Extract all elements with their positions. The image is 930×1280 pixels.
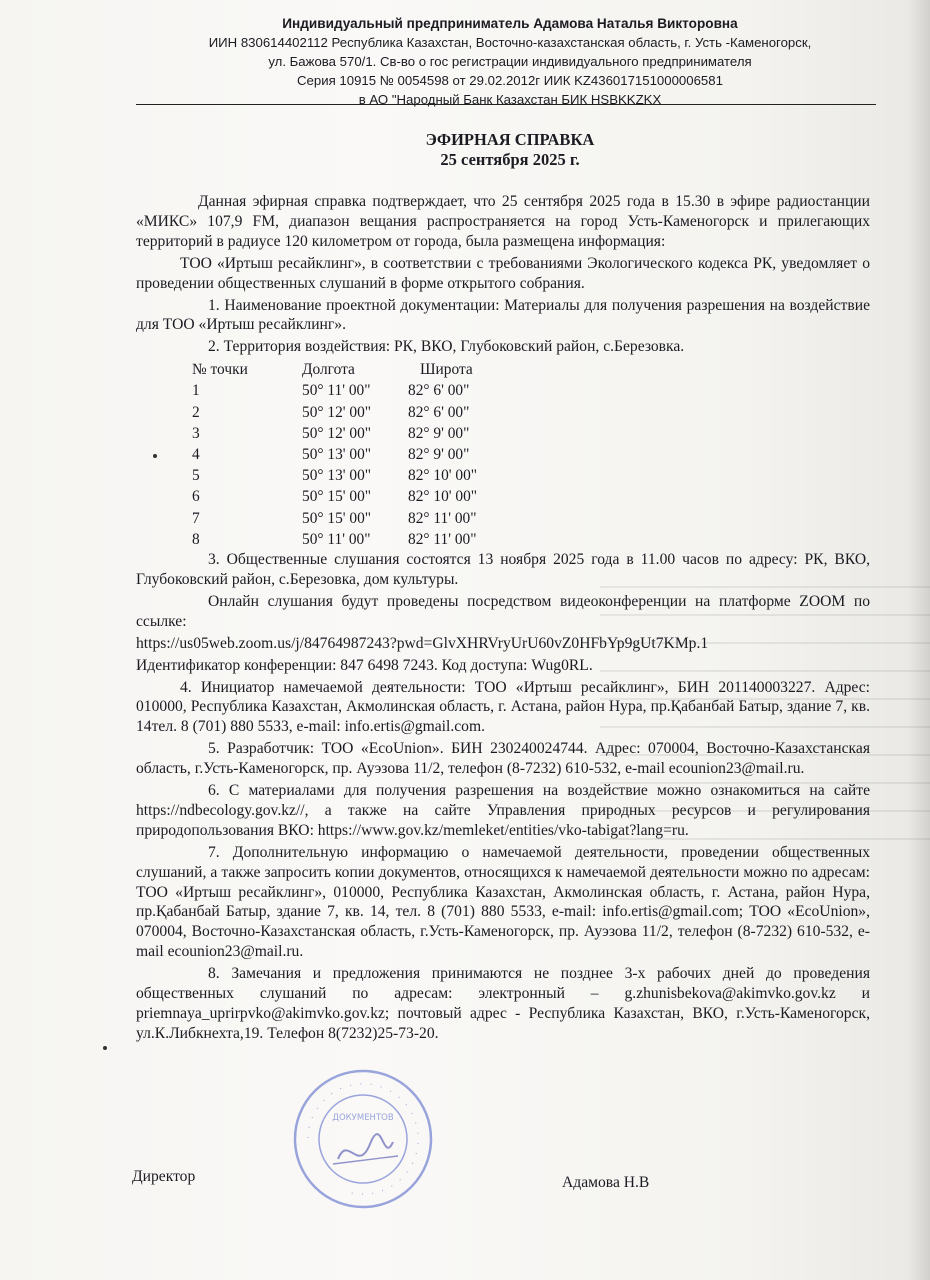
table-row <box>192 529 870 550</box>
point-number: 4 <box>192 446 200 464</box>
page-edge-shadow <box>908 0 930 1280</box>
point-number: 2 <box>192 403 200 421</box>
zoom-link: https://us05web.zoom.us/j/84764987243?pwd=GlvXHRVryUrU60vZ0HFbYp9gUt7KMp.1 <box>136 634 709 652</box>
item-2: 2. Территория воздействия: РК, ВКО, Глубоковский район, с.Березовка. <box>208 338 685 356</box>
conference-id: Идентификатор конференции: 847 6498 7243. Код доступа: Wug0RL. <box>136 656 593 674</box>
point-longitude: 50° 11' 00" <box>302 530 371 548</box>
item-5: 5. Разработчик: ТОО «EcoUnion». БИН 230240024744. Адрес: 070004, Восточно-Казахстанская область, г.Усть-Каменогорск, пр. Ауэзова 11/2, телефон (8-7232) 610-532, e-mail ecounion23@mail.ru. <box>136 740 870 778</box>
item-6: 6. С материалами для получения разрешения на воздействие можно ознакомиться на сайте https://ndbecology.gov.kz//, а также на сайте Управления природных ресурсов и регулирования природопользования ВКО: https://www.gov.kz/memleket/entities/vko-tabigat?lang=ru. <box>136 782 870 839</box>
table-row <box>192 423 870 444</box>
col-longitude: Долгота <box>302 361 355 379</box>
point-longitude: 50° 13' 00" <box>302 446 372 464</box>
point-number: 5 <box>192 467 200 485</box>
title-heading: ЭФИРНАЯ СПРАВКА <box>425 130 595 149</box>
notice-paragraph: ТОО «Иртыш ресайклинг», в соответствии с требованиями Экологического кодекса РК, уведомляет о проведении общественных слушаний в форме открытого собрания. <box>136 254 870 292</box>
table-row <box>192 486 870 507</box>
svg-text:· · · · · · · · · · · · · · ·: · · · · · · · · · · · · · · · · · · · · · · · · · · · <box>303 1079 423 1199</box>
point-number: 8 <box>192 530 200 548</box>
table-row <box>192 402 870 423</box>
point-longitude: 50° 11' 00" <box>302 382 371 400</box>
letterhead-iin: ИИН 830614402112 Республика Казахстан, Восточно-казахстанская область, г. Усть -Каменогорск, <box>208 35 812 50</box>
stamp-text: ДОКУМЕНТОВ <box>332 1113 394 1123</box>
table-row <box>192 465 870 486</box>
table-row <box>192 380 870 401</box>
document-title <box>130 130 890 170</box>
scan-speck <box>103 1046 107 1050</box>
item-7: 7. Дополнительную информацию о намечаемой деятельности, проведении общественных слушаний, а также запросить копии документов, относящихся к намечаемой деятельности можно по адресам: ТОО «Иртыш ресайклинг», 010000, Республика Казахстан, Акмолинская область, г. Астана, район Нура, пр.Қабанбай Батыр, здание 7, кв. 14, тел. 8 (701) 880 5533, e-mail: info.ertis@gmail.com; ТОО «EcoUnion», 070004, Восточно-Казахстанская область, г.Усть-Каменогорск, пр. Ауэзова 11/2, телефон (8-7232) 610-532, e-mail ecounion23@mail.ru. <box>136 843 870 961</box>
coordinates-header <box>192 359 870 380</box>
point-latitude: 82° 10' 00" <box>408 488 478 506</box>
point-number: 7 <box>192 509 200 527</box>
signatory-name: Адамова Н.В <box>562 1174 650 1191</box>
letterhead-series: Серия 10915 № 0054598 от 29.02.2012г ИИК KZ436017151000006581 <box>297 73 723 88</box>
letterhead-name: Индивидуальный предприниматель Адамова Наталья Викторовна <box>282 16 738 31</box>
item-4: 4. Инициатор намечаемой деятельности: ТОО «Иртыш ресайклинг», БИН 201140003227. Адрес: 010000, Республика Казахстан, Акмолинская область, г. Астана, район Нура, пр.Қабанбай Батыр, здание 7, кв. 14тел. 8 (701) 880 5533, e-mail: info.ertis@gmail.com. <box>136 678 870 736</box>
point-longitude: 50° 12' 00" <box>302 424 372 442</box>
col-point-number: № точки <box>192 361 248 379</box>
point-longitude: 50° 15' 00" <box>302 488 372 506</box>
item-8: 8. Замечания и предложения принимаются не позднее 3-х рабочих дней до проведения общественных слушаний по адресам: электронный – g.zhunisbekova@akimvko.gov.kz и priemnaya_uprirpvko@akimvko.gov.kz; почтовый адрес - Республика Казахстан, ВКО, г.Усть-Каменогорск, ул.К.Либкнехта,19. Телефон 8(7232)25-73-20. <box>136 965 870 1042</box>
table-row <box>192 508 870 529</box>
point-latitude: 82° 11' 00" <box>408 509 477 527</box>
coordinates-table <box>192 359 870 550</box>
letterhead-bank: в АО "Народный Банк Казахстан БИК HSBKKZKX <box>358 92 662 107</box>
point-number: 6 <box>192 488 200 506</box>
point-number: 1 <box>192 382 200 400</box>
item-1: 1. Наименование проектной документации: Материалы для получения разрешения на воздействие для ТОО «Иртыш ресайклинг». <box>136 296 870 334</box>
point-latitude: 82° 6' 00" <box>408 403 470 421</box>
col-latitude: Широта <box>420 361 473 379</box>
point-longitude: 50° 13' 00" <box>302 467 372 485</box>
letterhead-divider <box>136 104 876 105</box>
point-latitude: 82° 11' 00" <box>408 530 477 548</box>
signatory-role: Директор <box>132 1168 196 1185</box>
point-longitude: 50° 12' 00" <box>302 403 372 421</box>
point-latitude: 82° 9' 00" <box>408 446 470 464</box>
point-latitude: 82° 10' 00" <box>408 467 478 485</box>
signature-scribble <box>338 1134 393 1159</box>
intro-paragraph: Данная эфирная справка подтверждает, что 25 сентября 2025 года в 15.30 в эфире радиостанции «МИКС» 107,9 FM, диапазон вещания распространяется на город Усть-Каменогорск и прилегающих территорий в радиусе 120 километром от города, была размещена информация: <box>136 193 870 250</box>
online-hearing-paragraph: Онлайн слушания будут проведены посредством видеоконференции на платформе ZOOM по ссылке: <box>136 592 870 630</box>
document-body <box>136 192 870 1046</box>
point-number: 3 <box>192 424 200 442</box>
table-row <box>192 444 870 465</box>
point-latitude: 82° 9' 00" <box>408 424 470 442</box>
letterhead <box>140 14 880 109</box>
point-latitude: 82° 6' 00" <box>408 382 470 400</box>
title-date: 25 сентября 2025 г. <box>440 150 580 169</box>
letterhead-address: ул. Бажова 570/1. Св-во о гос регистрации индивидуального предпринимателя <box>268 54 752 69</box>
round-seal-stamp <box>288 1064 438 1214</box>
item-3: 3. Общественные слушания состоятся 13 ноября 2025 года в 11.00 часов по адресу: РК, ВКО, Глубоковский район, с.Березовка, дом культуры. <box>136 551 870 588</box>
point-longitude: 50° 15' 00" <box>302 509 372 527</box>
